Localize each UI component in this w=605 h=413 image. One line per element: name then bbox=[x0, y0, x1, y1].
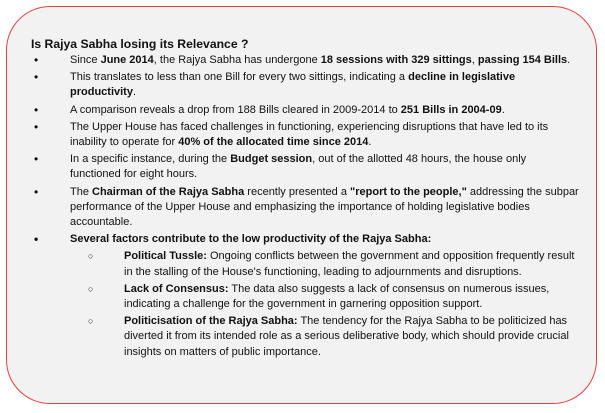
factor-item: ○ Politicisation of the Rajya Sabha: The tendency for the Rajya Sabha to be politicized has diverted it from its intended role as a serious deliberative body, which should provide crucial insights on matters of public importance. bbox=[88, 314, 579, 360]
bullet-list bbox=[34, 53, 579, 362]
list-item: • This translates to less than one Bill for every two sittings, indicating a decline in legislative productivity. bbox=[34, 70, 579, 100]
list-item: • In a specific instance, during the Budget session, out of the allotted 48 hours, the house only functioned for eight hours. bbox=[34, 152, 579, 182]
list-item: • The Upper House has faced challenges in functioning, experiencing disruptions that have led to its inability to operate for 40% of the allocated time since 2014. bbox=[34, 120, 579, 150]
list-item: • Since June 2014, the Rajya Sabha has undergone 18 sessions with 329 sittings, passing 154 Bills. bbox=[34, 53, 579, 68]
factor-item: ○ Lack of Consensus: The data also suggests a lack of consensus on numerous issues, indicating a challenge for the government in garnering opposition support. bbox=[88, 282, 579, 312]
list-item: • A comparison reveals a drop from 188 Bills cleared in 2009-2014 to 251 Bills in 2004-09. bbox=[34, 103, 579, 118]
factor-item: ○ Political Tussle: Ongoing conflicts between the government and opposition frequently result in the stalling of the House's functioning, leading to adjournments and disruptions. bbox=[88, 249, 579, 279]
factor-list bbox=[70, 249, 579, 359]
list-item: • The Chairman of the Rajya Sabha recently presented a "report to the people," addressing the subpar performance of the Upper House and emphasizing the importance of holding legislative bodies accountable. bbox=[34, 185, 579, 231]
page-title: Is Rajya Sabha losing its Relevance ? bbox=[31, 37, 249, 51]
list-item: • Several factors contribute to the low productivity of the Rajya Sabha: ○ Political Tussle: Ongoing conflicts between the government and opposition frequently result in the stalling of the House's functioning, leading to adjournments and disruptions. ○ Lack of Consensus: The data also suggests a lack of consensus on numerous issues, indicating a challenge for the government in garnering opposition support. ○ Politicisation of the Rajya Sabha: The tendency for the Rajya Sabha to be politicized has diverted it from its intended role as a serious deliberative body, which should provide crucial insights on matters of public importance. bbox=[34, 232, 579, 360]
